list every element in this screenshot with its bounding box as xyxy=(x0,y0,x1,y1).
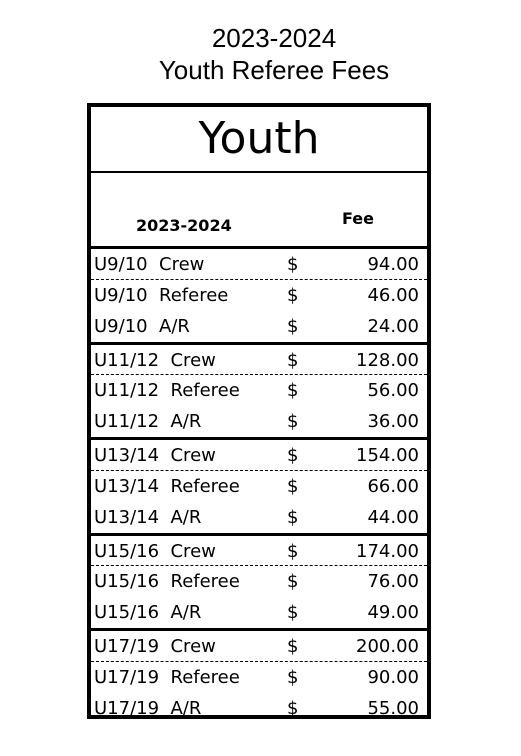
fee-amount: 44.00 xyxy=(367,506,419,528)
table-row xyxy=(91,471,427,502)
fee-category-label: U15/16 Crew xyxy=(94,540,216,562)
fee-category-label: U13/14 Crew xyxy=(94,445,216,466)
fee-amount: 66.00 xyxy=(367,475,419,497)
column-header-fee: Fee xyxy=(342,209,374,228)
fee-category-label: U9/10 A/R xyxy=(94,315,190,337)
currency-symbol: $ xyxy=(287,349,299,371)
fee-category-label: U17/19 Crew xyxy=(94,636,216,657)
fee-amount: 49.00 xyxy=(367,602,419,623)
fee-group xyxy=(91,440,427,536)
currency-symbol: $ xyxy=(287,666,299,688)
table-row xyxy=(91,502,427,533)
table-row xyxy=(91,311,427,342)
fee-category-label: U13/14 A/R xyxy=(94,506,202,528)
fee-amount: 154.00 xyxy=(356,445,419,466)
fee-amount: 46.00 xyxy=(367,284,419,306)
fee-amount: 94.00 xyxy=(367,254,419,275)
table-row xyxy=(91,249,427,280)
column-header xyxy=(91,173,427,249)
table-row xyxy=(91,280,427,311)
fee-amount: 76.00 xyxy=(367,571,419,592)
currency-symbol: $ xyxy=(287,506,299,528)
fee-group xyxy=(91,536,427,632)
currency-symbol: $ xyxy=(287,380,299,401)
currency-symbol: $ xyxy=(287,540,299,562)
fee-amount: 24.00 xyxy=(367,315,419,337)
fee-category-label: U11/12 Crew xyxy=(94,349,216,371)
fee-table xyxy=(87,103,431,719)
fee-category-label: U17/19 A/R xyxy=(94,697,202,719)
currency-symbol: $ xyxy=(287,475,299,497)
table-row xyxy=(91,345,427,376)
currency-symbol: $ xyxy=(287,571,299,592)
fee-category-label: U15/16 Referee xyxy=(94,571,240,592)
table-row xyxy=(91,662,427,693)
section-title: Youth xyxy=(91,107,427,173)
fee-groups xyxy=(91,249,427,724)
currency-symbol: $ xyxy=(287,411,299,432)
table-row xyxy=(91,536,427,567)
fee-amount: 128.00 xyxy=(356,349,419,371)
currency-symbol: $ xyxy=(287,602,299,623)
fee-category-label: U17/19 Referee xyxy=(94,666,240,688)
table-row xyxy=(91,406,427,437)
column-header-season: 2023-2024 xyxy=(136,216,232,235)
currency-symbol: $ xyxy=(287,284,299,306)
fee-group xyxy=(91,345,427,441)
fee-category-label: U15/16 A/R xyxy=(94,602,202,623)
table-row xyxy=(91,566,427,597)
currency-symbol: $ xyxy=(287,254,299,275)
currency-symbol: $ xyxy=(287,445,299,466)
table-row xyxy=(91,693,427,724)
fee-category-label: U9/10 Referee xyxy=(94,284,229,306)
fee-category-label: U13/14 Referee xyxy=(94,475,240,497)
table-row xyxy=(91,375,427,406)
table-row xyxy=(91,597,427,628)
fee-amount: 55.00 xyxy=(367,697,419,719)
fee-group xyxy=(91,631,427,724)
fee-amount: 174.00 xyxy=(356,540,419,562)
fee-category-label: U9/10 Crew xyxy=(94,254,205,275)
document-title xyxy=(0,22,521,86)
fee-category-label: U11/12 Referee xyxy=(94,380,240,401)
currency-symbol: $ xyxy=(287,636,299,657)
currency-symbol: $ xyxy=(287,315,299,337)
table-row xyxy=(91,631,427,662)
table-row xyxy=(91,440,427,471)
fee-amount: 56.00 xyxy=(367,380,419,401)
fee-category-label: U11/12 A/R xyxy=(94,411,202,432)
title-heading: Youth Referee Fees xyxy=(158,55,390,85)
fee-amount: 36.00 xyxy=(367,411,419,432)
currency-symbol: $ xyxy=(287,697,299,719)
fee-amount: 90.00 xyxy=(367,666,419,688)
title-season: 2023-2024 xyxy=(211,23,337,53)
fee-amount: 200.00 xyxy=(356,636,419,657)
fee-group xyxy=(91,249,427,345)
